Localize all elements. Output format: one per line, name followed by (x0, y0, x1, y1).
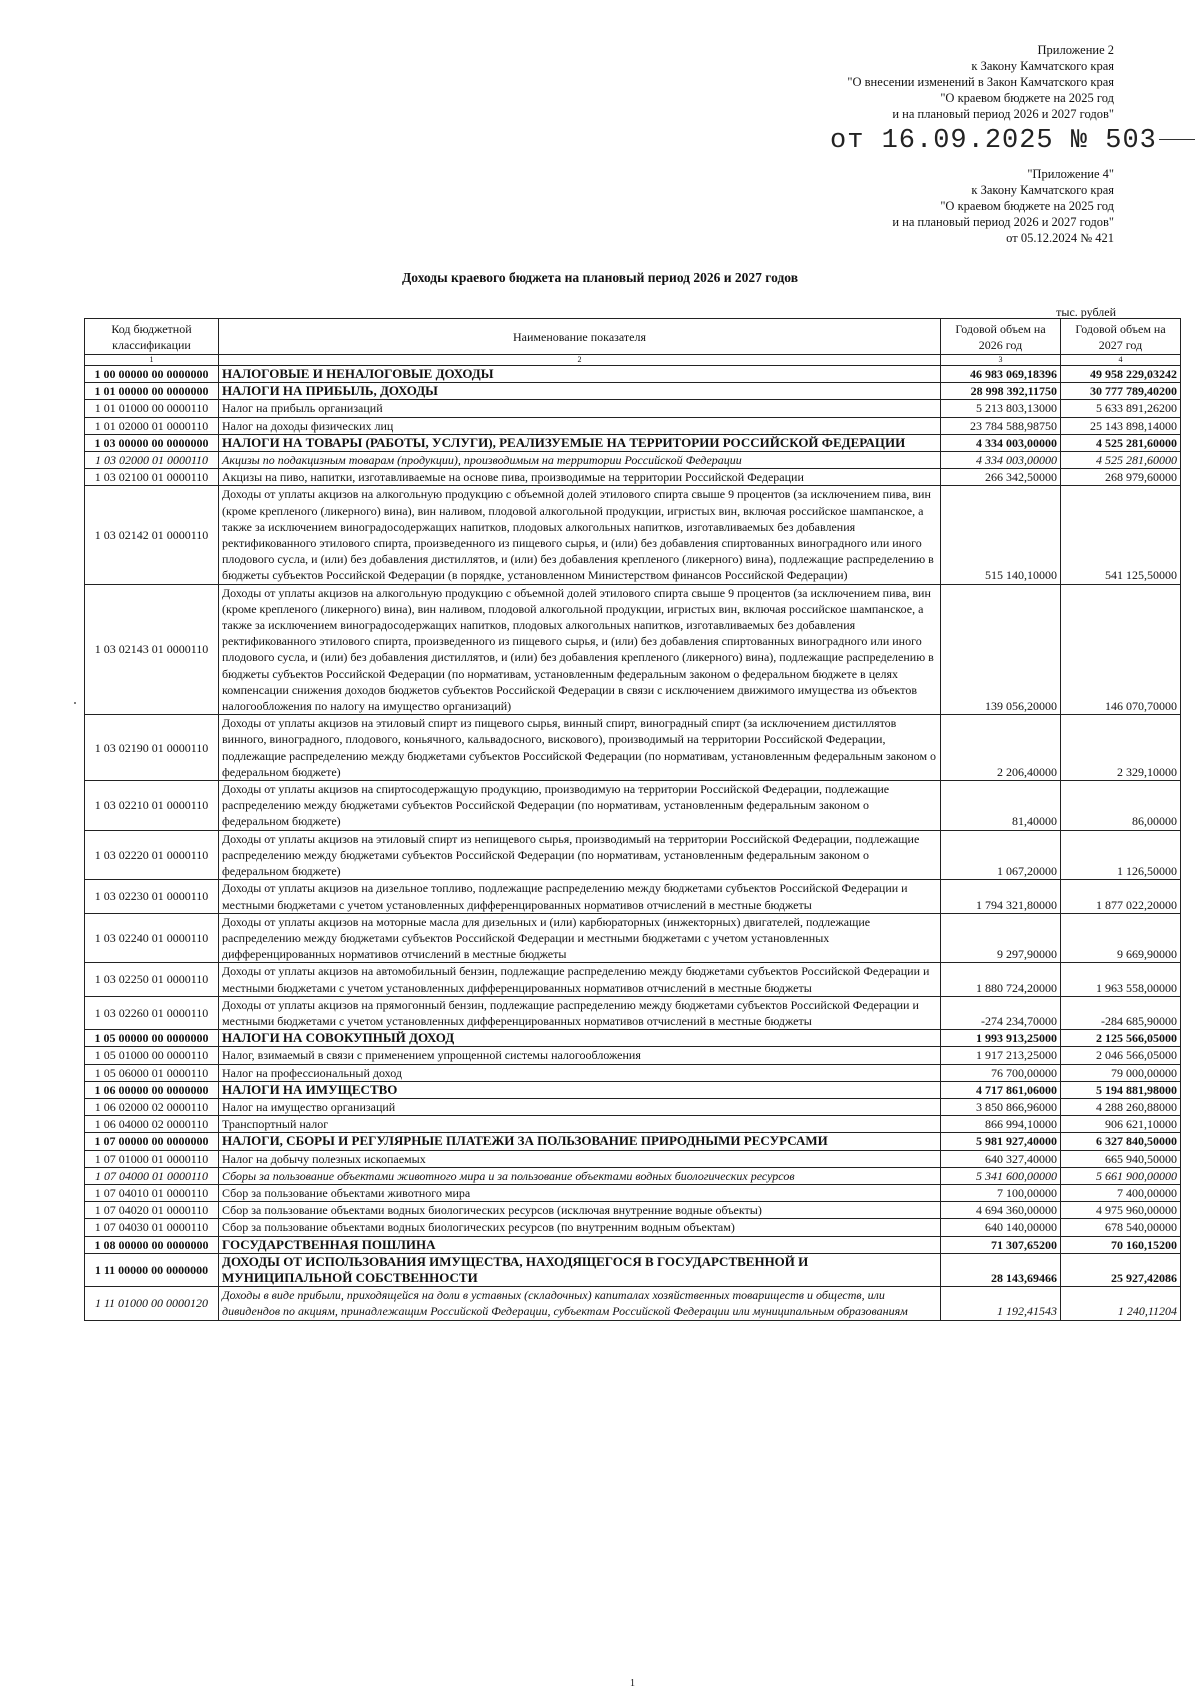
row-value-2026: 76 700,00000 (941, 1064, 1061, 1081)
row-name: Налог, взимаемый в связи с применением упрощенной системы налогообложения (219, 1047, 941, 1064)
table-row (85, 1081, 1181, 1098)
row-name: Сбор за пользование объектами животного мира (219, 1184, 941, 1201)
row-value-2026: 640 140,00000 (941, 1219, 1061, 1236)
row-value-2027: 79 000,00000 (1061, 1064, 1181, 1081)
row-code: 1 11 00000 00 0000000 (85, 1253, 219, 1286)
table-row (85, 913, 1181, 963)
row-code: 1 03 02220 01 0000110 (85, 830, 219, 880)
row-value-2026: -274 234,70000 (941, 996, 1061, 1029)
original-annex-header (892, 166, 1114, 246)
row-value-2026: 1 993 913,25000 (941, 1030, 1061, 1047)
annex-line: от 05.12.2024 № 421 (1006, 231, 1114, 245)
row-code: 1 06 02000 02 0000110 (85, 1098, 219, 1115)
table-row (85, 1116, 1181, 1133)
annex-line: "О краевом бюджете на 2025 год (940, 91, 1114, 105)
row-value-2027: 268 979,60000 (1061, 469, 1181, 486)
annex-line: и на плановый период 2026 и 2027 годов" (892, 215, 1114, 229)
column-number: 3 (941, 355, 1061, 366)
row-name: Сбор за пользование объектами водных биологических ресурсов (исключая внутренние водные объекты) (219, 1202, 941, 1219)
row-value-2026: 23 784 588,98750 (941, 417, 1061, 434)
row-code: 1 07 04010 01 0000110 (85, 1184, 219, 1201)
row-code: 1 03 00000 00 0000000 (85, 434, 219, 451)
row-value-2027: 7 400,00000 (1061, 1184, 1181, 1201)
row-code: 1 05 01000 00 0000110 (85, 1047, 219, 1064)
row-name: Налог на имущество организаций (219, 1098, 941, 1115)
table-row (85, 1133, 1181, 1150)
row-value-2027: 4 975 960,00000 (1061, 1202, 1181, 1219)
row-value-2027: 1 126,50000 (1061, 830, 1181, 880)
annex-line: Приложение 2 (1037, 43, 1114, 57)
table-row (85, 400, 1181, 417)
row-value-2026: 46 983 069,18396 (941, 366, 1061, 383)
row-value-2026: 139 056,20000 (941, 584, 1061, 715)
row-code: 1 11 01000 00 0000120 (85, 1287, 219, 1320)
row-value-2027: 25 143 898,14000 (1061, 417, 1181, 434)
row-name: Налог на прибыль организаций (219, 400, 941, 417)
row-value-2027: 2 329,10000 (1061, 715, 1181, 781)
row-value-2027: 678 540,00000 (1061, 1219, 1181, 1236)
table-row (85, 1287, 1181, 1320)
column-number: 4 (1061, 355, 1181, 366)
table-row (85, 452, 1181, 469)
row-code: 1 03 02210 01 0000110 (85, 781, 219, 831)
row-value-2026: 866 994,10000 (941, 1116, 1061, 1133)
table-row (85, 1167, 1181, 1184)
row-code: 1 00 00000 00 0000000 (85, 366, 219, 383)
row-value-2027: 30 777 789,40200 (1061, 383, 1181, 400)
row-value-2027: 4 288 260,88000 (1061, 1098, 1181, 1115)
row-code: 1 03 02143 01 0000110 (85, 584, 219, 715)
table-row (85, 434, 1181, 451)
row-name: Доходы от уплаты акцизов на дизельное топливо, подлежащие распределению между бюджетами субъектов Российской Федерации и местными бюджетами с учетом установленных дифференцированных нормативов отчислений в местные бюджеты (219, 880, 941, 913)
row-code: 1 03 02250 01 0000110 (85, 963, 219, 996)
row-name: НАЛОГИ НА ИМУЩЕСТВО (219, 1081, 941, 1098)
row-value-2026: 1 067,20000 (941, 830, 1061, 880)
row-value-2027: 5 633 891,26200 (1061, 400, 1181, 417)
annex-header (847, 42, 1114, 122)
row-value-2026: 2 206,40000 (941, 715, 1061, 781)
row-value-2027: 5 661 900,00000 (1061, 1167, 1181, 1184)
row-name: Сборы за пользование объектами животного мира и за пользование объектами водных биологических ресурсов (219, 1167, 941, 1184)
row-value-2027: 1 877 022,20000 (1061, 880, 1181, 913)
annex-line: к Закону Камчатского края (971, 59, 1114, 73)
page-number: 1 (630, 1678, 635, 1689)
table-row (85, 1030, 1181, 1047)
row-code: 1 07 04020 01 0000110 (85, 1202, 219, 1219)
row-code: 1 05 06000 01 0000110 (85, 1064, 219, 1081)
row-value-2026: 1 794 321,80000 (941, 880, 1061, 913)
row-value-2026: 1 917 213,25000 (941, 1047, 1061, 1064)
row-value-2026: 4 717 861,06000 (941, 1081, 1061, 1098)
row-code: 1 03 02000 01 0000110 (85, 452, 219, 469)
table-row (85, 383, 1181, 400)
table-row (85, 1064, 1181, 1081)
row-name: НАЛОГИ НА СОВОКУПНЫЙ ДОХОД (219, 1030, 941, 1047)
row-name: Сбор за пользование объектами водных биологических ресурсов (по внутренним водным объектам) (219, 1219, 941, 1236)
row-code: 1 05 00000 00 0000000 (85, 1030, 219, 1047)
scan-speck (74, 702, 76, 704)
annex-line: "О краевом бюджете на 2025 год (940, 199, 1114, 213)
table-column-number-row (85, 355, 1181, 366)
table-row (85, 1253, 1181, 1286)
row-code: 1 03 02240 01 0000110 (85, 913, 219, 963)
row-value-2026: 5 981 927,40000 (941, 1133, 1061, 1150)
row-code: 1 03 02190 01 0000110 (85, 715, 219, 781)
row-name: НАЛОГИ НА ПРИБЫЛЬ, ДОХОДЫ (219, 383, 941, 400)
row-value-2027: 4 525 281,60000 (1061, 434, 1181, 451)
row-name: Транспортный налог (219, 1116, 941, 1133)
row-name: Доходы от уплаты акцизов на алкогольную продукцию с объемной долей этилового спирта свыше 9 процентов (за исключением пива, вин (кроме крепленого (ликерного) вина), вин наливом, плодовой алкогольной продукции, игристых вин, включая российское шампанское, а также за исключением виноградосодержащих напитков, плодовых алкогольных напитков, изготавливаемых без добавления ректификованного этилового спирта, произведенного из пищевого сырья, и (или) без добавления спиртованных виноградного или иного плодового сусла, и (или) без добавления дистиллятов, и (или) без добавления крепленого (ликерного) вина), подлежащие распределению в бюджеты субъектов Российской Федерации (по нормативам, установленным федеральным законом о федеральном бюджете в целях компенсации снижения доходов бюджетов субъектов Российской Федерации в связи с исключением движимого имущества из объектов налогообложения по налогу на имущество организаций) (219, 584, 941, 715)
header-2027: Годовой объем на 2027 год (1061, 319, 1181, 355)
annex-line: и на плановый период 2026 и 2027 годов" (892, 107, 1114, 121)
column-number: 1 (85, 355, 219, 366)
row-code: 1 01 02000 01 0000110 (85, 417, 219, 434)
row-value-2027: -284 685,90000 (1061, 996, 1181, 1029)
row-value-2026: 1 192,41543 (941, 1287, 1061, 1320)
row-value-2026: 1 880 724,20000 (941, 963, 1061, 996)
row-value-2027: 9 669,90000 (1061, 913, 1181, 963)
stamp-text: от 16.09.2025 № 503 (830, 126, 1157, 156)
table-row (85, 830, 1181, 880)
row-code: 1 03 02260 01 0000110 (85, 996, 219, 1029)
row-value-2026: 5 341 600,00000 (941, 1167, 1061, 1184)
table-row (85, 1236, 1181, 1253)
table-row (85, 366, 1181, 383)
table-row (85, 584, 1181, 715)
row-code: 1 07 04030 01 0000110 (85, 1219, 219, 1236)
row-value-2027: 906 621,10000 (1061, 1116, 1181, 1133)
row-value-2027: 1 963 558,00000 (1061, 963, 1181, 996)
row-name: Акцизы по подакцизным товарам (продукции), производимым на территории Российской Федерации (219, 452, 941, 469)
row-value-2026: 266 342,50000 (941, 469, 1061, 486)
row-name: Налог на профессиональный доход (219, 1064, 941, 1081)
row-name: Доходы от уплаты акцизов на этиловый спирт из пищевого сырья, винный спирт, виноградный спирт (за исключением дистиллятов винного, виноградного, плодового, коньячного, кальвадосного, вискового), производимый на территории Российской Федерации, подлежащие распределению между бюджетами субъектов Российской Федерации (по нормативам, установленным федеральным законом о федеральном бюджете) (219, 715, 941, 781)
row-name: ГОСУДАРСТВЕННАЯ ПОШЛИНА (219, 1236, 941, 1253)
table-row (85, 417, 1181, 434)
row-value-2027: 1 240,11204 (1061, 1287, 1181, 1320)
row-value-2027: 25 927,42086 (1061, 1253, 1181, 1286)
row-code: 1 03 02142 01 0000110 (85, 486, 219, 584)
table-row (85, 1098, 1181, 1115)
column-number: 2 (219, 355, 941, 366)
row-value-2026: 4 334 003,00000 (941, 452, 1061, 469)
row-name: Доходы от уплаты акцизов на моторные масла для дизельных и (или) карбюраторных (инжекторных) двигателей, подлежащие распределению между бюджетами субъектов Российской Федерации и местными бюджетами с учетом установленных дифференцированных нормативов отчислений в местные бюджеты (219, 913, 941, 963)
header-code: Код бюджетной классификации (85, 319, 219, 355)
row-name: НАЛОГИ НА ТОВАРЫ (РАБОТЫ, УСЛУГИ), РЕАЛИЗУЕМЫЕ НА ТЕРРИТОРИИ РОССИЙСКОЙ ФЕДЕРАЦИИ (219, 434, 941, 451)
row-value-2026: 3 850 866,96000 (941, 1098, 1061, 1115)
row-value-2027: 146 070,70000 (1061, 584, 1181, 715)
row-value-2027: 2 125 566,05000 (1061, 1030, 1181, 1047)
row-name: ДОХОДЫ ОТ ИСПОЛЬЗОВАНИЯ ИМУЩЕСТВА, НАХОДЯЩЕГОСЯ В ГОСУДАРСТВЕННОЙ И МУНИЦИПАЛЬНОЙ СОБСТВЕННОСТИ (219, 1253, 941, 1286)
row-name: Налог на доходы физических лиц (219, 417, 941, 434)
row-code: 1 06 00000 00 0000000 (85, 1081, 219, 1098)
row-value-2026: 28 998 392,11750 (941, 383, 1061, 400)
row-value-2026: 81,40000 (941, 781, 1061, 831)
row-value-2026: 640 327,40000 (941, 1150, 1061, 1167)
row-value-2026: 9 297,90000 (941, 913, 1061, 963)
revenue-table (84, 318, 1181, 1321)
row-name: Доходы от уплаты акцизов на этиловый спирт из непищевого сырья, производимый на территории Российской Федерации, подлежащие распределению между бюджетами субъектов Российской Федерации (по нормативам, установленным федеральным законом о федеральном бюджете) (219, 830, 941, 880)
row-code: 1 03 02100 01 0000110 (85, 469, 219, 486)
row-value-2026: 5 213 803,13000 (941, 400, 1061, 417)
row-name: Доходы от уплаты акцизов на алкогольную продукцию с объемной долей этилового спирта свыше 9 процентов (за исключением пива, вин (кроме крепленого (ликерного) вина), вин наливом, плодовой алкогольной продукции, игристых вин, включая российское шампанское, а также за исключением виноградосодержащих напитков, плодовых алкогольных напитков, изготавливаемых без добавления ректификованного этилового спирта, произведенного из пищевого сырья, и (или) без добавления спиртованных виноградного или иного плодового сусла, и (или) без добавления дистиллятов, и (или) без добавления крепленого (ликерного) вина), подлежащие распределению в бюджеты субъектов Российской Федерации (в порядке, установленном Министерством финансов Российской Федерации) (219, 486, 941, 584)
row-value-2026: 71 307,65200 (941, 1236, 1061, 1253)
table-row (85, 996, 1181, 1029)
stamp-underline (1159, 139, 1195, 140)
row-code: 1 01 01000 00 0000110 (85, 400, 219, 417)
row-value-2026: 28 143,69466 (941, 1253, 1061, 1286)
row-value-2027: 665 940,50000 (1061, 1150, 1181, 1167)
units-label: тыс. рублей (1056, 305, 1116, 319)
table-row (85, 1202, 1181, 1219)
row-value-2027: 86,00000 (1061, 781, 1181, 831)
row-value-2027: 4 525 281,60000 (1061, 452, 1181, 469)
row-value-2026: 7 100,00000 (941, 1184, 1061, 1201)
table-row (85, 486, 1181, 584)
row-name: НАЛОГИ, СБОРЫ И РЕГУЛЯРНЫЕ ПЛАТЕЖИ ЗА ПОЛЬЗОВАНИЕ ПРИРОДНЫМИ РЕСУРСАМИ (219, 1133, 941, 1150)
table-row (85, 1047, 1181, 1064)
table-row (85, 1184, 1181, 1201)
row-value-2027: 5 194 881,98000 (1061, 1081, 1181, 1098)
row-code: 1 01 00000 00 0000000 (85, 383, 219, 400)
header-2026: Годовой объем на 2026 год (941, 319, 1061, 355)
table-row (85, 715, 1181, 781)
row-code: 1 07 00000 00 0000000 (85, 1133, 219, 1150)
row-code: 1 07 04000 01 0000110 (85, 1167, 219, 1184)
annex-line: "Приложение 4" (1027, 167, 1114, 181)
row-name: Доходы в виде прибыли, приходящейся на доли в уставных (складочных) капиталах хозяйственных товариществ и обществ, или дивидендов по акциям, принадлежащим Российской Федерации, субъектам Российской Федерации или муниципальным образованиям (219, 1287, 941, 1320)
row-name: Налог на добычу полезных ископаемых (219, 1150, 941, 1167)
document-title: Доходы краевого бюджета на плановый период 2026 и 2027 годов (402, 270, 798, 285)
row-code: 1 08 00000 00 0000000 (85, 1236, 219, 1253)
row-value-2027: 2 046 566,05000 (1061, 1047, 1181, 1064)
table-row (85, 1150, 1181, 1167)
row-code: 1 07 01000 01 0000110 (85, 1150, 219, 1167)
table-header-row (85, 319, 1181, 355)
row-code: 1 06 04000 02 0000110 (85, 1116, 219, 1133)
row-name: Доходы от уплаты акцизов на прямогонный бензин, подлежащие распределению между бюджетами субъектов Российской Федерации и местными бюджетами с учетом установленных дифференцированных нормативов отчислений в местные бюджеты (219, 996, 941, 1029)
row-value-2027: 541 125,50000 (1061, 486, 1181, 584)
document-number-stamp (830, 126, 1195, 156)
row-value-2027: 49 958 229,03242 (1061, 366, 1181, 383)
row-name: Акцизы на пиво, напитки, изготавливаемые на основе пива, производимые на территории Российской Федерации (219, 469, 941, 486)
row-name: Доходы от уплаты акцизов на спиртосодержащую продукцию, производимую на территории Российской Федерации, подлежащие распределению между бюджетами субъектов Российской Федерации (по нормативам, установленным федеральным законом о федеральном бюджете) (219, 781, 941, 831)
table-row (85, 963, 1181, 996)
row-value-2026: 4 694 360,00000 (941, 1202, 1061, 1219)
annex-line: к Закону Камчатского края (971, 183, 1114, 197)
row-value-2026: 4 334 003,00000 (941, 434, 1061, 451)
annex-line: "О внесении изменений в Закон Камчатского края (847, 75, 1114, 89)
table-row (85, 781, 1181, 831)
header-name: Наименование показателя (219, 319, 941, 355)
row-value-2026: 515 140,10000 (941, 486, 1061, 584)
table-body (85, 366, 1181, 1321)
row-value-2027: 6 327 840,50000 (1061, 1133, 1181, 1150)
table-row (85, 1219, 1181, 1236)
row-value-2027: 70 160,15200 (1061, 1236, 1181, 1253)
row-name: НАЛОГОВЫЕ И НЕНАЛОГОВЫЕ ДОХОДЫ (219, 366, 941, 383)
table-row (85, 880, 1181, 913)
row-code: 1 03 02230 01 0000110 (85, 880, 219, 913)
table-row (85, 469, 1181, 486)
row-name: Доходы от уплаты акцизов на автомобильный бензин, подлежащие распределению между бюджетами субъектов Российской Федерации и местными бюджетами с учетом установленных дифференцированных нормативов отчислений в местные бюджеты (219, 963, 941, 996)
